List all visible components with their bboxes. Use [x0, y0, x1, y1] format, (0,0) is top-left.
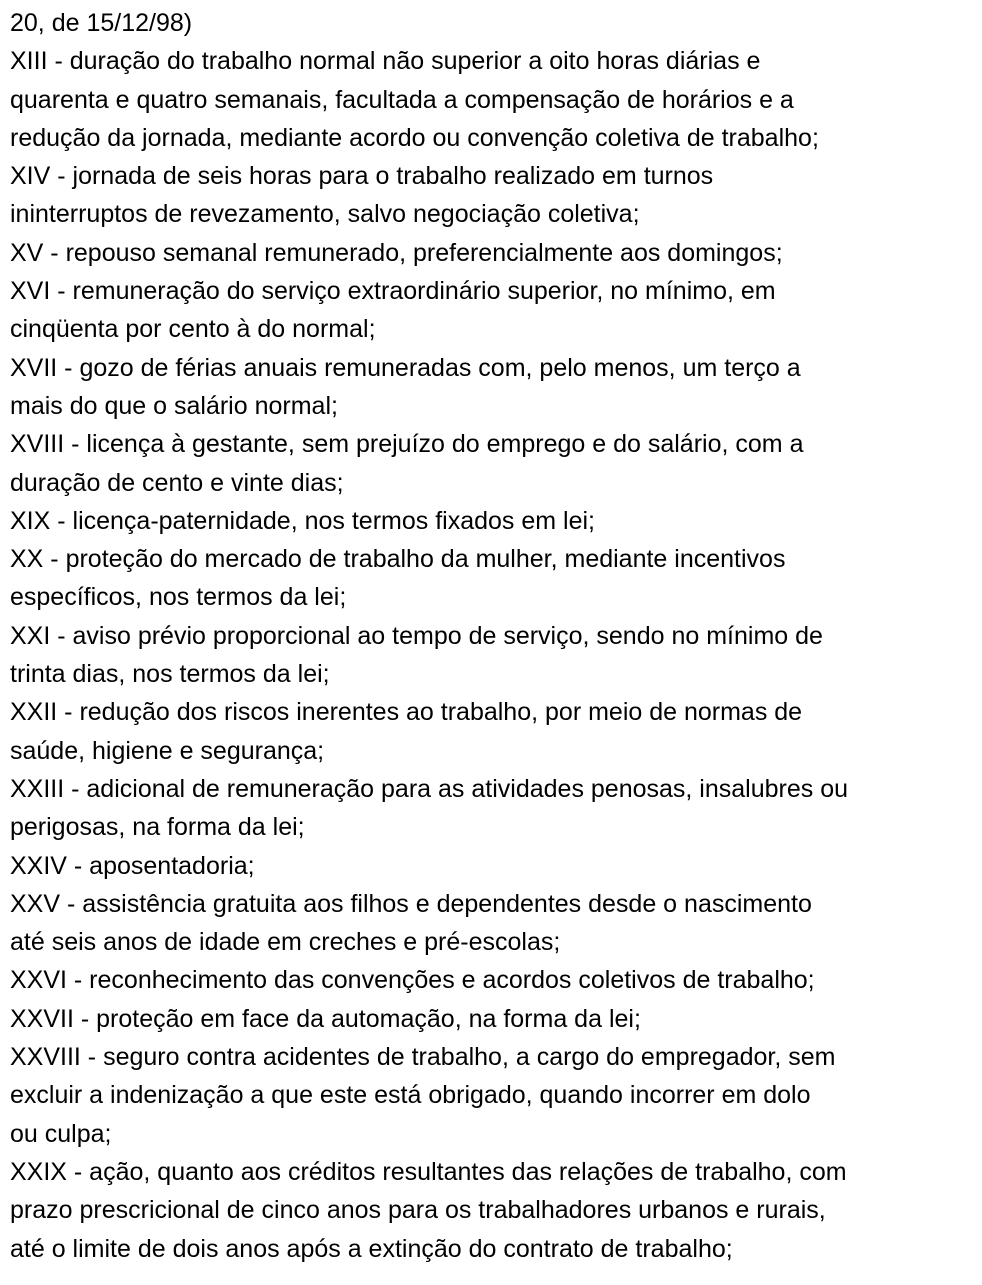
- text-line: XXIV - aposentadoria;: [10, 851, 255, 880]
- text-line: saúde, higiene e segurança;: [10, 736, 325, 765]
- text-line: XXVIII - seguro contra acidentes de trabalho, a cargo do empregador, sem: [10, 1043, 836, 1072]
- text-line: XVI - remuneração do serviço extraordinário superior, no mínimo, em: [10, 277, 776, 306]
- text-line: mais do que o salário normal;: [10, 391, 338, 420]
- text-line: XXI - aviso prévio proporcional ao tempo de serviço, sendo no mínimo de: [10, 621, 823, 650]
- text-line: XXVI - reconhecimento das convenções e acordos coletivos de trabalho;: [10, 966, 815, 995]
- text-line: prazo prescricional de cinco anos para os trabalhadores urbanos e rurais,: [10, 1196, 826, 1225]
- text-line: até o limite de dois anos após a extinção do contrato de trabalho;: [10, 1234, 733, 1263]
- text-line: perigosas, na forma da lei;: [10, 813, 305, 842]
- text-line: XV - repouso semanal remunerado, preferencialmente aos domingos;: [10, 238, 783, 267]
- text-line: cinqüenta por cento à do normal;: [10, 315, 376, 344]
- text-line: XIII - duração do trabalho normal não superior a oito horas diárias e: [10, 47, 761, 76]
- text-line: XXV - assistência gratuita aos filhos e dependentes desde o nascimento: [10, 889, 812, 918]
- text-line: XXII - redução dos riscos inerentes ao trabalho, por meio de normas de: [10, 698, 803, 727]
- text-line: ou culpa;: [10, 1119, 112, 1148]
- text-line: XVIII - licença à gestante, sem prejuízo do emprego e do salário, com a: [10, 430, 804, 459]
- text-line: XXIII - adicional de remuneração para as atividades penosas, insalubres ou: [10, 774, 849, 803]
- text-line: XX - proteção do mercado de trabalho da mulher, mediante incentivos: [10, 545, 786, 574]
- text-line: até seis anos de idade em creches e pré-escolas;: [10, 928, 561, 957]
- text-line: XVII - gozo de férias anuais remuneradas com, pelo menos, um terço a: [10, 353, 801, 382]
- text-line: XXVII - proteção em face da automação, na forma da lei;: [10, 1004, 641, 1033]
- document-body-text: [10, 4, 974, 1268]
- text-line: ininterruptos de revezamento, salvo negociação coletiva;: [10, 200, 640, 229]
- text-line: trinta dias, nos termos da lei;: [10, 660, 330, 689]
- text-line: XIV - jornada de seis horas para o trabalho realizado em turnos: [10, 162, 714, 191]
- text-line: XXIX - ação, quanto aos créditos resultantes das relações de trabalho, com: [10, 1157, 847, 1186]
- text-line: excluir a indenização a que este está obrigado, quando incorrer em dolo: [10, 1081, 811, 1110]
- text-line: quarenta e quatro semanais, facultada a compensação de horários e a: [10, 85, 794, 114]
- text-line: 20, de 15/12/98): [10, 9, 193, 37]
- text-line: específicos, nos termos da lei;: [10, 583, 347, 612]
- text-line: redução da jornada, mediante acordo ou convenção coletiva de trabalho;: [10, 123, 819, 152]
- text-line: duração de cento e vinte dias;: [10, 468, 344, 497]
- text-line: XIX - licença-paternidade, nos termos fixados em lei;: [10, 506, 595, 535]
